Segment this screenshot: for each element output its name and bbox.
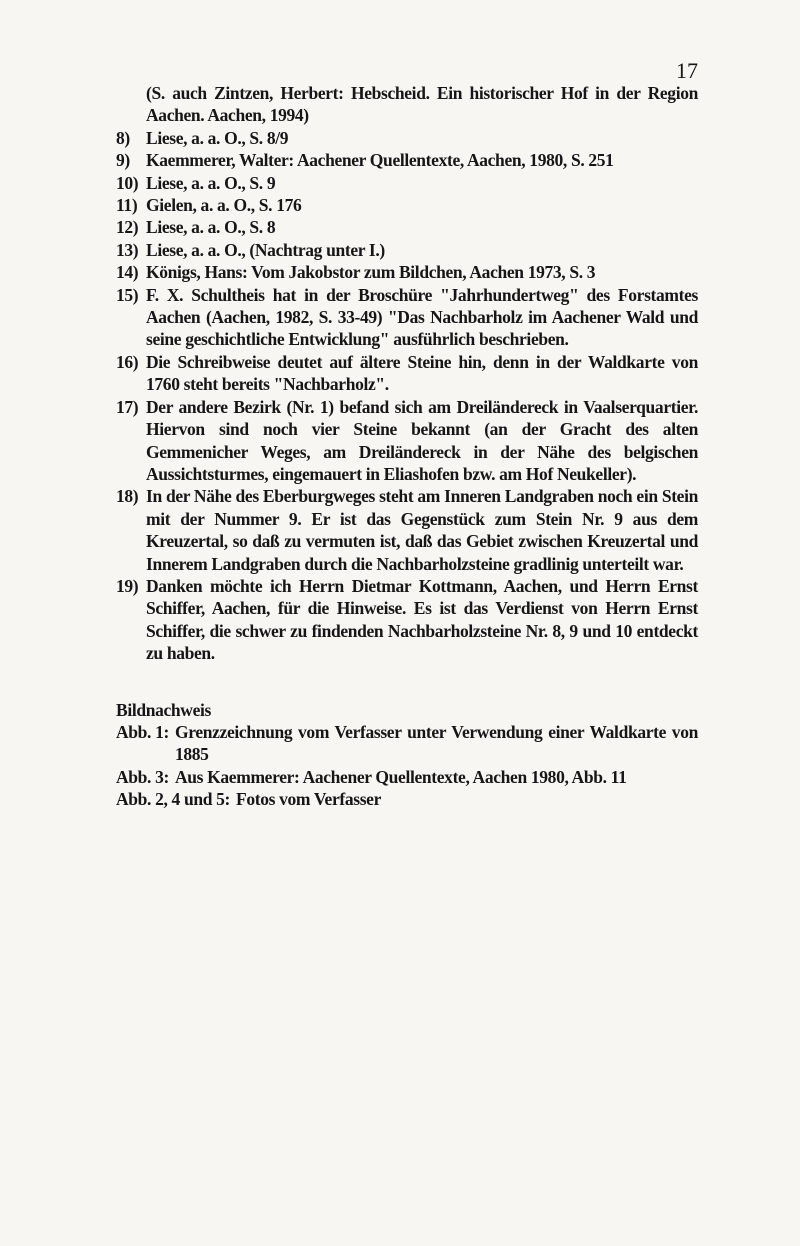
- footnote: [116, 149, 698, 171]
- footnote: [116, 172, 698, 194]
- footnote: [116, 239, 698, 261]
- footnote: [116, 396, 698, 486]
- footnote-number: 14): [116, 262, 139, 283]
- footnote-number: 12): [116, 217, 139, 238]
- footnote-number: 17): [116, 396, 139, 417]
- footnotes-section: [116, 82, 698, 811]
- footnote-continuation: (S. auch Zintzen, Herbert: Hebscheid. Ein historischer Hof in der Region Aachen. Aachen, 1994): [146, 83, 698, 126]
- footnote-text: Gielen, a. a. O., S. 176: [146, 195, 302, 216]
- image-credit-text: Aus Kaemmerer: Aachener Quellentexte, Aachen 1980, Abb. 11: [174, 766, 627, 787]
- footnote-text: Liese, a. a. O., S. 8: [146, 217, 276, 238]
- footnote: [116, 485, 698, 575]
- footnote-text: Kaemmerer, Walter: Aachener Quellentexte, Aachen, 1980, S. 251: [146, 150, 614, 171]
- image-credit: [116, 721, 698, 766]
- image-credit-label: Abb. 2, 4 und 5:: [116, 789, 231, 810]
- footnote-text: Die Schreibweise deutet auf ältere Steine hin, denn in der Waldkarte von 1760 steht bereits "Nachbarholz".: [146, 351, 698, 395]
- footnote-number: 13): [116, 239, 139, 260]
- footnote-number: 19): [116, 575, 139, 596]
- footnote-number: 11): [116, 195, 138, 216]
- footnote: [116, 284, 698, 351]
- footnote-text: Der andere Bezirk (Nr. 1) befand sich am Dreiländereck in Vaalserquartier. Hiervon sind noch vier Steine bekannt (an der Gracht des alten Gemmenicher Weges, am Dreiländereck in der Nähe des belgischen Aussichtsturmes, eingemauert in Eliashofen bzw. am Hof Neukeller).: [146, 396, 698, 484]
- image-credit: [116, 766, 698, 788]
- footnote-text: Danken möchte ich Herrn Dietmar Kottmann, Aachen, und Herrn Ernst Schiffer, Aachen, für die Hinweise. Es ist das Verdienst von Herrn Ernst Schiffer, die schwer zu findenden Nachbarholzsteine Nr. 8, 9 und 10 entdeckt zu haben.: [146, 575, 698, 664]
- footnote: [116, 575, 698, 665]
- footnote: [116, 127, 698, 149]
- footnote-list: [116, 127, 698, 665]
- footnote-text: F. X. Schultheis hat in der Broschüre "Jahrhundertweg" des Forstamtes Aachen (Aachen, 1982, S. 33-49) "Das Nachbarholz im Aachener Wald und seine geschichtliche Entwicklung" ausführlich beschrieben.: [146, 284, 698, 350]
- footnote-number: 16): [116, 351, 139, 372]
- footnote-number: 15): [116, 284, 139, 305]
- footnote-number: 18): [116, 486, 139, 507]
- image-credit: [116, 788, 698, 810]
- image-credit-label: Abb. 1:: [116, 721, 169, 742]
- footnote-text: Liese, a. a. O., (Nachtrag unter I.): [146, 239, 385, 260]
- footnote: [116, 351, 698, 396]
- footnote-number: 8): [116, 127, 130, 148]
- footnote: [116, 216, 698, 238]
- page-number: 17: [676, 58, 698, 83]
- footnote: [116, 261, 698, 283]
- bildnachweis-heading: Bildnachweis: [116, 699, 211, 720]
- footnote-text: Königs, Hans: Vom Jakobstor zum Bildchen, Aachen 1973, S. 3: [146, 262, 596, 283]
- image-credit-text: Grenzzeichnung vom Verfasser unter Verwendung einer Waldkarte von 1885: [174, 721, 698, 765]
- footnote-text: Liese, a. a. O., S. 9: [146, 172, 276, 193]
- image-credits-list: [116, 721, 698, 811]
- footnote: [116, 194, 698, 216]
- footnote-number: 10): [116, 172, 139, 193]
- image-credit-label: Abb. 3:: [116, 766, 169, 787]
- image-credit-text: Fotos vom Verfasser: [236, 789, 382, 810]
- footnote-number: 9): [116, 150, 130, 171]
- footnote-text: In der Nähe des Eberburgweges steht am Inneren Landgraben noch ein Stein mit der Nummer 9. Er ist das Gegenstück zum Stein Nr. 9 aus dem Kreuzertal, so daß zu vermuten ist, daß das Gebiet zwischen Kreuzertal und Innerem Landgraben durch die Nachbarholzsteine gradlinig unterteilt war.: [146, 486, 698, 574]
- footnote-text: Liese, a. a. O., S. 8/9: [146, 127, 289, 148]
